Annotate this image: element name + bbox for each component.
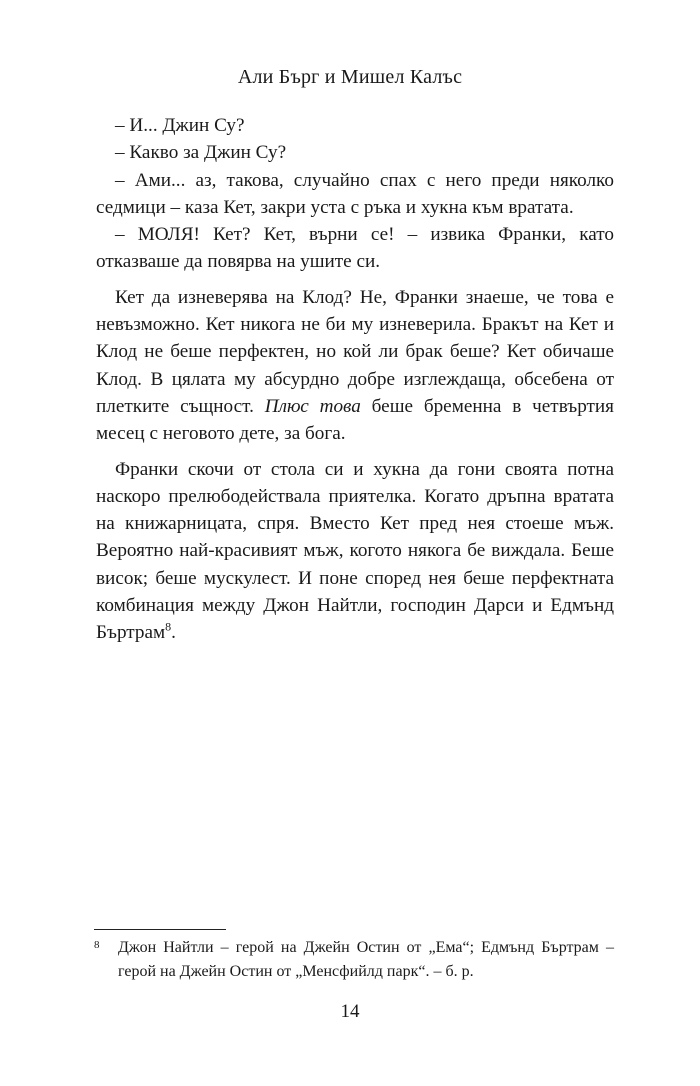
dialogue-line: – Ами... аз, такова, случайно спах с него преди няколко седмици – каза Кет, закри уста с ръка и хукна към вратата. — [96, 169, 614, 218]
footnote-rule — [94, 929, 226, 930]
dialogue-line: – Какво за Джин Су? — [115, 142, 287, 164]
paragraph-end: . — [171, 622, 176, 644]
footnote — [94, 936, 614, 984]
dialogue-line: – МОЛЯ! Кет? Кет, върни се! – извика Франки, като отказваше да повярва на ушите си. — [96, 224, 614, 273]
paragraph-text: Франки скочи от стола си и хукна да гони своята потна наскоро прелюбодействала приятелка. Когато дръпна вратата на книжарницата, спря. Вместо Кет пред нея стоеше мъж. Вероятно най-красивият мъж, когото някога бе виждала. Беше висок; беше мускулест. И поне според нея беше перфектната комбинация между Джон Найтли, господин Дарси и Едмънд Бъртрам — [96, 458, 614, 644]
paragraph — [96, 456, 614, 647]
dialogue-line: – И... Джин Су? — [115, 115, 245, 136]
footnote-reference[interactable]: 8 — [165, 619, 172, 634]
paragraph-text: Кет да изневерява на Клод? Не, Франки знаеше, че това е невъзможно. Кет никога не би му изневерила. Бракът на Кет и Клод не беше перфектен, но кой ли брак беше? Кет обичаше Клод. В цялата му абсурдно добре изглеждаща, обсебена от плетките същност. — [96, 286, 614, 417]
body-text — [96, 112, 614, 647]
running-head: Али Бърг и Мишел Калъс — [237, 66, 463, 88]
footnote-text: Джон Найтли – герой на Джейн Остин от „Ема“; Едмънд Бъртрам – герой на Джейн Остин от „Менсфийлд парк“. – б. р. — [118, 939, 614, 980]
italic-phrase: Плюс това — [264, 395, 361, 417]
page-number: 14 — [340, 1001, 360, 1022]
paragraph-text: беше бременна в четвъртия месец с неговото дете, за бога. — [96, 395, 615, 445]
paragraph — [96, 284, 614, 448]
footnote-marker: 8 — [94, 939, 100, 951]
